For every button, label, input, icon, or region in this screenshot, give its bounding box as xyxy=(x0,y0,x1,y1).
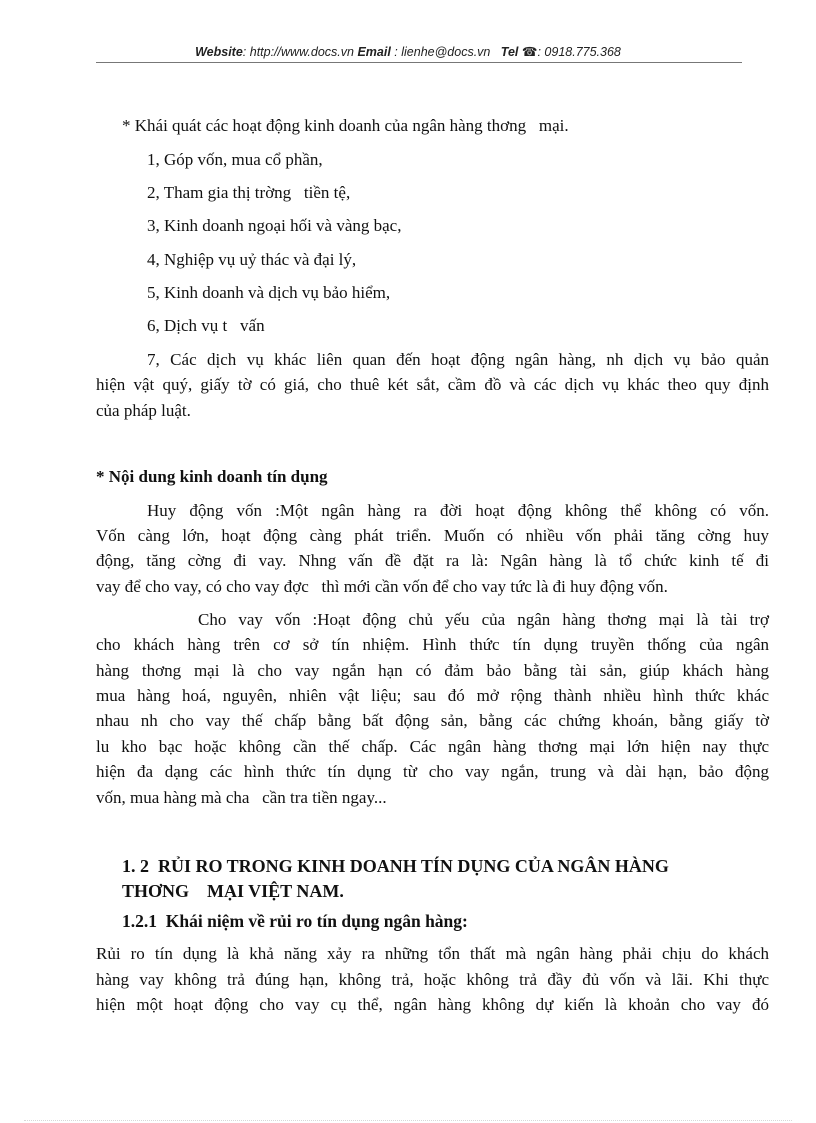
section-heading: THƠNG MẠI VIỆT NAM. xyxy=(122,881,344,901)
credit-title: * Nội dung kinh doanh tín dụng xyxy=(96,467,328,486)
paragraph-line: hiện một hoạt động cho vay cụ thể, ngân hàng không dự kiến là khoản cho vay đó xyxy=(96,995,769,1014)
paragraph-line: vốn, mua hàng mà cha cần tra tiền ngay... xyxy=(96,788,387,807)
paragraph-line: hàng vay không trả đúng hạn, không trả, hoặc không trả đầy đủ vốn và lãi. Khi thực xyxy=(96,970,769,989)
paragraph-line: động, tăng cờng đi vay. Nhng vấn đề đặt ra là: Ngân hàng là tổ chức kinh tế đi xyxy=(96,551,769,570)
paragraph-line: Cho vay vốn :Hoạt động chủ yếu của ngân hàng thơng mại là tài trợ xyxy=(198,610,769,629)
page-bottom-border xyxy=(24,1120,792,1121)
list-item: 2, Tham gia thị trờng tiền tệ, xyxy=(147,183,351,202)
item7-line: hiện vật quý, giấy tờ có giá, cho thuê két sắt, cầm đồ và các dịch vụ khác theo quy định xyxy=(96,375,769,394)
list-item: 3, Kinh doanh ngoại hối và vàng bạc, xyxy=(147,216,402,235)
tel-value: : 0918.775.368 xyxy=(537,45,621,59)
section-heading: 1. 2 RỦI RO TRONG KINH DOANH TÍN DỤNG CỦA NGÂN HÀNG xyxy=(122,856,669,876)
paragraph-line: hàng thơng mại là cho vay ngắn hạn có đảm bảo bằng tài sản, giúp khách hàng xyxy=(96,661,769,680)
page-header xyxy=(0,44,816,59)
paragraph-line: lu kho bạc hoặc không cần thế chấp. Các ngân hàng thơng mại lớn hiện nay thực xyxy=(96,737,769,756)
list-item: 4, Nghiệp vụ uỷ thác và đại lý, xyxy=(147,250,357,269)
paragraph-line: vay để cho vay, có cho vay đợc thì mới cần vốn để cho vay tức là đi huy động vốn. xyxy=(96,577,668,596)
paragraph-line: mua hàng hoá, nguyên, nhiên vật liệu; sau đó mở rộng thành nhiều hình thức khác xyxy=(96,686,769,705)
tel-label: Tel xyxy=(500,45,519,59)
paragraph-line: Vốn càng lớn, hoạt động càng phát triển. Muốn có nhiều vốn phải tăng cờng huy xyxy=(96,526,769,545)
item7-line: của pháp luật. xyxy=(96,401,191,420)
phone-icon: ☎ xyxy=(521,45,538,59)
website-value: : http://www.docs.vn xyxy=(242,45,354,59)
list-item: 6, Dịch vụ t vấn xyxy=(147,316,265,335)
list-item: 5, Kinh doanh và dịch vụ bảo hiểm, xyxy=(147,283,391,302)
header-divider xyxy=(96,62,742,63)
paragraph-line: hiện đa dạng các hình thức tín dụng từ cho vay ngắn, trung và dài hạn, bảo động xyxy=(96,762,769,781)
paragraph-line: Rủi ro tín dụng là khả năng xảy ra những tổn thất mà ngân hàng phải chịu do khách xyxy=(96,944,769,963)
website-label: Website xyxy=(195,45,243,59)
item7-line: 7, Các dịch vụ khác liên quan đến hoạt động ngân hàng, nh dịch vụ bảo quản xyxy=(147,350,769,369)
paragraph-line: Huy động vốn :Một ngân hàng ra đời hoạt động không thể không có vốn. xyxy=(147,501,769,520)
subsection-heading: 1.2.1 Khái niệm về rủi ro tín dụng ngân hàng: xyxy=(122,911,468,931)
paragraph-line: nhau nh cho vay thế chấp bằng bất động sản, bằng các chứng khoán, bằng giấy tờ xyxy=(96,711,769,730)
email-value: : lienhe@docs.vn xyxy=(394,45,491,59)
list-item: 1, Góp vốn, mua cổ phần, xyxy=(147,150,323,169)
overview-title: * Khái quát các hoạt động kinh doanh của ngân hàng thơng mại. xyxy=(122,116,569,135)
email-label: Email xyxy=(357,45,391,59)
paragraph-line: cho khách hàng trên cơ sở tín nhiệm. Hình thức tín dụng truyền thống của ngân xyxy=(96,635,769,654)
